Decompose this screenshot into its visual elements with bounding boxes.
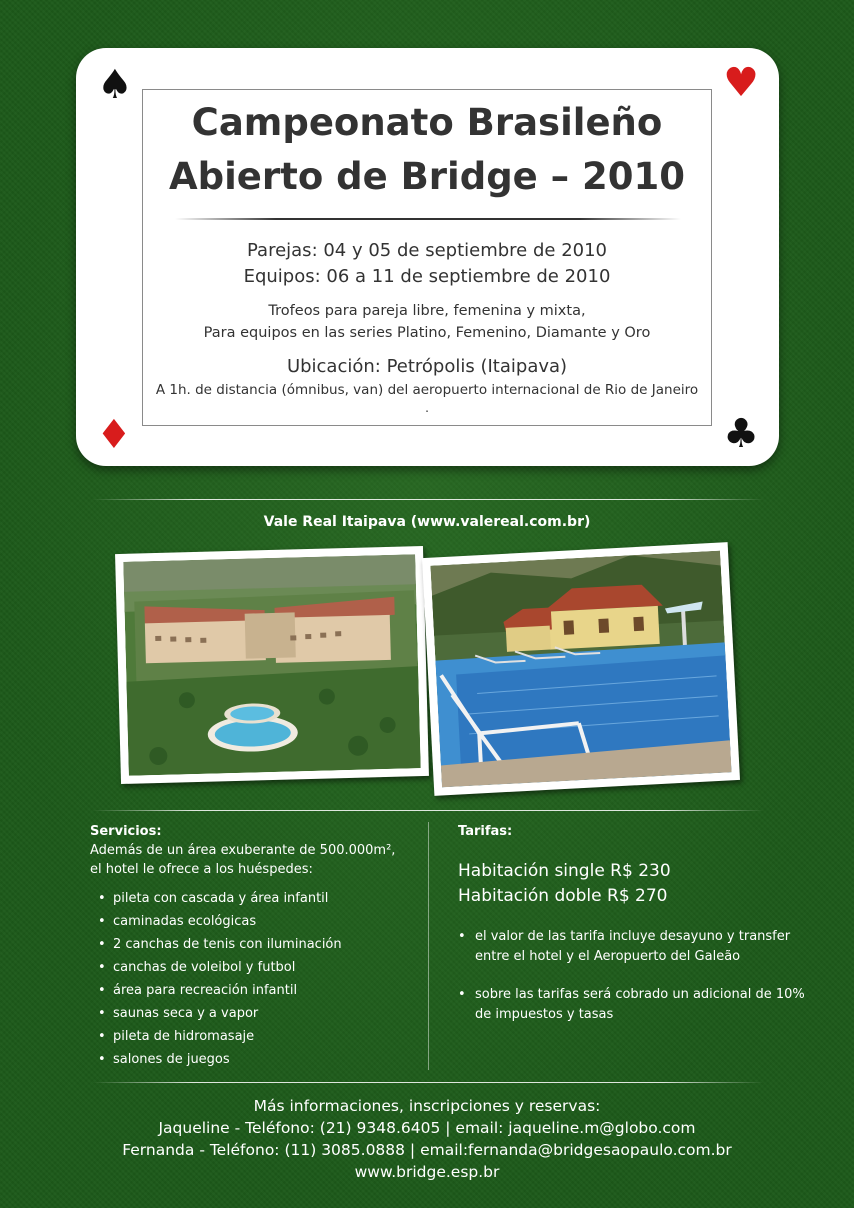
spade-icon: ♠ (97, 62, 133, 108)
hotel-aerial-photo (115, 546, 429, 784)
website-link[interactable]: www.bridge.esp.br (354, 1163, 500, 1181)
location: Ubicación: Petrópolis (Itaipava) (286, 356, 568, 377)
rate-double: Habitación doble R$ 270 (458, 886, 668, 906)
pool-image (430, 551, 731, 788)
page-title (143, 96, 711, 204)
room-rates (458, 859, 818, 909)
list-item: • 2 canchas de tenis con iluminación (90, 933, 420, 956)
trophies-line-1: Trofeos para pareja libre, femenina y mixta, (268, 303, 586, 319)
trailing-dot: . (425, 401, 429, 415)
list-item: • saunas seca y a vapor (90, 1002, 420, 1025)
servicios-intro-line-1: Además de un área exuberante de 500.000m², (90, 843, 396, 858)
title-divider (175, 218, 681, 220)
title-line-2: Abierto de Bridge – 2010 (168, 155, 686, 198)
parejas-dates: Parejas: 04 y 05 de septiembre de 2010 (247, 240, 607, 261)
list-item: • el valor de las tarifa incluye desayuno y transfer entre el hotel y el Aeropuerto del Galeão (458, 927, 818, 967)
list-item: • pileta con cascada y área infantil (90, 887, 420, 910)
list-item: • salones de juegos (90, 1048, 420, 1071)
rate-single: Habitación single R$ 230 (458, 861, 671, 881)
location-distance: A 1h. de distancia (ómnibus, van) del aeropuerto internacional de Rio de Janeiro (155, 382, 699, 398)
heart-icon: ♥ (723, 60, 759, 106)
divider-middle (92, 810, 764, 811)
list-item: • pileta de hidromasaje (90, 1025, 420, 1048)
equipos-dates: Equipos: 06 a 11 de septiembre de 2010 (243, 266, 611, 287)
divider-top (92, 499, 764, 500)
card-content-box (142, 89, 712, 426)
column-divider (428, 822, 429, 1070)
contact-footer (0, 1095, 854, 1183)
tarifas-heading: Tarifas: (458, 824, 513, 839)
divider-bottom (92, 1082, 764, 1083)
servicios-heading: Servicios: (90, 824, 162, 839)
trophies-info (143, 300, 711, 344)
list-item: • sobre las tarifas será cobrado un adicional de 10% de impuestos y tasas (458, 985, 818, 1025)
header-card (76, 48, 779, 466)
club-icon: ♣ (723, 411, 759, 457)
list-item: • caminadas ecológicas (90, 910, 420, 933)
pool-photo (422, 542, 740, 796)
contact-fernanda: Fernanda - Teléfono: (11) 3085.0888 | email:fernanda@bridgesaopaulo.com.br (122, 1141, 732, 1159)
list-item: • canchas de voleibol y futbol (90, 956, 420, 979)
servicios-section (90, 823, 420, 1071)
servicios-list (90, 887, 420, 1071)
event-dates (143, 238, 711, 290)
hotel-aerial-image (123, 554, 421, 776)
footer-heading: Más informaciones, inscripciones y reservas: (253, 1097, 601, 1115)
title-line-1: Campeonato Brasileño (191, 101, 663, 144)
hotel-name: Vale Real Itaipava (www.valereal.com.br) (263, 514, 591, 530)
contact-jaqueline: Jaqueline - Teléfono: (21) 9348.6405 | email: jaqueline.m@globo.com (158, 1119, 696, 1137)
tarifas-notes (458, 927, 818, 1025)
servicios-intro-line-2: el hotel le ofrece a los huéspedes: (90, 862, 313, 877)
servicios-intro (90, 841, 420, 879)
trophies-line-2: Para equipos en las series Platino, Femenino, Diamante y Oro (203, 325, 651, 341)
list-item: • área para recreación infantil (90, 979, 420, 1002)
tarifas-section (458, 823, 818, 1043)
diamond-icon: ♦ (96, 412, 132, 458)
